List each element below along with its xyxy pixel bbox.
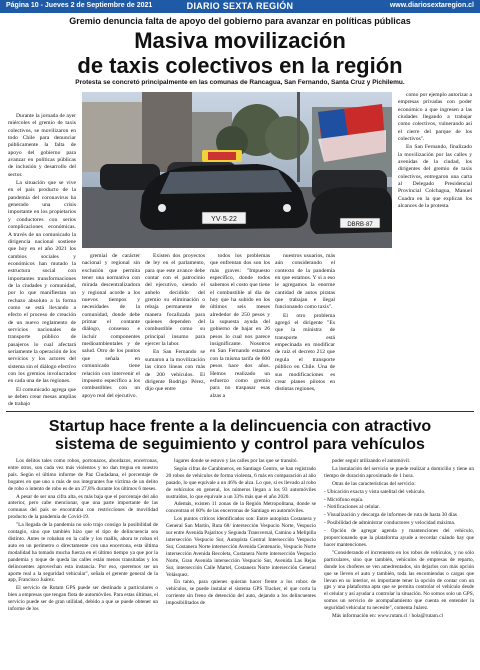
paragraph: El comunicado agrega que se deben crear mesas amplias de trabajo <box>8 386 76 408</box>
article1-column-4 <box>210 253 270 401</box>
article2-headline-line2: sistema de seguimiento y control para vehículos <box>55 436 425 453</box>
paragraph: En San Fernando se sumaron a la movilización las cinco líneas con más de 200 vehículos. El dirigente Rodrigo Pérez, dijo que entre <box>145 349 205 393</box>
article1-column-left <box>8 113 76 410</box>
paragraph: como por ejemplo autorizar a empresas privadas con poder económico a que ingresen a las ciudades llegando a trabajar como colectivos, vulnerando así el cierre del parque de los colectivos". <box>398 92 472 143</box>
paragraph: "La llegada de la pandemia no solo trajo consigo la posibilidad de contagio, sino que también hizo que el tipo de delincuencia sea distinto. Antes te robaban en la calle y los mallls, ahora te roban el auto en un perímetro o directamente con una encerrona, esta última modalidad ha tomado mucha fuerza en el último tiempo ya que por la pandemia y toque de queda las calles están menos transitadas y los delincuentes aprovechan esta instancia. Por eso, queremos ser un aporte real a la seguridad vehicular", señala el gerente general de la app, Francisco Juárez. <box>8 522 158 584</box>
paragraph: Existen dos proyectos de ley en el parlamento, para que este avance debe contar con el patrocinio del ejecutivo, siendo el anhelo decidido del gremio su eliminación o rebaja permanente de manera focalizada para quienes dependen del combustible como su principal insumo para ejercer la labor. <box>145 253 205 348</box>
paragraph: nuestros usuarios, más aún considerando el contexto de la pandemia en que estamos. Y si a eso le agregamos la enorme cantidad de autos piratas que trabajan e ilegal funcionando como taxis". <box>275 253 335 311</box>
paragraph: El otro problema agregó el dirigente "Es que la ministra de transporte está empecinada en modificar de raíz el decreto 212 que regula el transporte público en Chile. Una de sus modificaciones es crear planes pilotos en distintas regiones, <box>275 312 335 393</box>
paragraph: El servicio de Rutam GPS puede ser destinado a particulares o bien a empresas que tengan flota de automóviles. Para estas últimas, el servicio puede ser de gran utilidad, debido a que se puede obtener un informe de los <box>8 585 158 613</box>
taxi-protest-photo <box>82 92 392 248</box>
newspaper-brand: DIARIO SEXTA REGIÓN <box>186 1 294 11</box>
article1-column-3 <box>145 253 205 395</box>
list-item: - Opción de agregar agenda y mantenciones del vehículo, proporcionando que la plataforma ayude a recordar cuándo hay que hacer mantenciones. <box>324 528 474 548</box>
paragraph: Además, existen 11 zonas de la Región Metropolitana, donde se concentran el 60% de las encerronas de Santiago en automóviles. <box>166 501 316 515</box>
plate-front: YV·5·22 <box>211 216 237 223</box>
page-header <box>0 0 480 13</box>
paragraph: Otras de las características del servicio: <box>332 480 416 487</box>
article1-column-5 <box>275 253 335 395</box>
list-item: - Posibilidad de administrar conductores y velocidad máxima. <box>324 520 456 527</box>
list-item: - Micrófono espía. <box>324 496 364 503</box>
article2-column-2 <box>166 458 316 608</box>
paragraph: En San Fernando, finalizado la movilización por las calles y avenidas de la ciudad, los dirigentes del gremio de taxis colectivos, entregaron una carta al Delegado Presidencial Provincial Colchagua, Manuel Cuadra en la que explican los alcances de la protesta. <box>398 144 472 210</box>
article2-headline-line1: Startup hace frente a la delincuencia con atractivo <box>48 418 432 435</box>
list-item: - Ubicación exacta y vista satelital del vehículo. <box>324 488 426 495</box>
article1-column-right <box>398 92 472 212</box>
article1-headline-line1: Masiva movilización <box>134 28 346 53</box>
paragraph: Según cifras de Carabineros, en Santiago Centro, se han registrado 20 robos de vehículos de forma violenta, 6 más en comparación al año pasado, lo que equivale a un 46% de alza. Lo que, si es llevado al robo de vehículos en general, los números llegan a los 93 automóviles sustraídos, lo que equivale a un 33% más que el año 2020. <box>166 465 316 500</box>
article1-column-2 <box>82 253 140 401</box>
list-item: - Visualización y descarga de informes de ruta de hasta 30 días <box>324 512 457 519</box>
plate-right: DBRB·87 <box>347 222 373 228</box>
website-link[interactable]: www.diariosextaregion.cl <box>389 2 474 9</box>
article2-column-3 <box>324 458 474 621</box>
article1-headline-line2: de taxis colectivos en la región <box>77 53 403 78</box>
article1-kicker: Gremio denuncia falta de apoyo del gobierno para avanzar en políticas públicas <box>69 16 411 26</box>
paragraph: La instalación del servicio se puede realizar a domicilio y tiene un tiempo de duración aproximado de 1 hora. <box>324 465 474 479</box>
paragraph: Los puntos críticos identificados son: Entre autopista Costanera y General San Martín, Ruta 68/ intersección Vespucio Norte, Vespucio sur entre Avenida Pajaritos y Segunda Transversal, Camino a Melipilla intersección Vespucio Sur, Autopista Central Intersección Vespucio Sur, Costanera Norte intersección Avenida Centenario, Vespucio Norte intersección Avenida Recoleta, Costanera Norte intersección Vespucio Norte, Gran Avenida intersección Vespucio Sur, Avenida Las Rejas Sur, intersección Calle Martel, Costanera Norte intersección General Velásquez. <box>166 516 316 578</box>
paragraph: poder seguir utilizando el automóvil. <box>332 458 411 464</box>
article2-column-1 <box>8 458 158 614</box>
page-date: Página 10 - Jueves 2 de Septiembre de 2021 <box>6 2 153 9</box>
taxi-protest-image <box>82 92 392 248</box>
paragraph: Durante la jornada de ayer miércoles el gremio de taxis colectivos, se movilizaron en todo Chile para denunciar públicamente la falta de apoyo del gobierno para avanzar en políticas públicas de inclusión y desarrollo del sector. <box>8 113 76 178</box>
article1-lede: Protesta se concretó principalmente en las comunas de Rancagua, San Fernando, Santa Cruz y Pichilemu. <box>75 79 405 86</box>
paragraph: "Considerando el incremento en los robos de vehículos, y no sólo particulares, sino que también, vehículos de empresas de reparto, donde los choferes se ven amedrentados, sin dejarlos con más opción que se lleven el auto y también, toda las encomiendas o cargas que llevan en su interior, es importante tener la opción de contar con un gps y una plataforma apta que se permita controlar el vehículo desde el celular y así ayudar a controlar la situación. No somos solo un GPS, somos un servicio de acompañamiento que cuenta en entender la seguridad vehicular tu necesite", comenta Juárez. <box>324 549 474 612</box>
paragraph: A pesar de ser una cifra alta, es más baja que el porcentaje del año anterior, pero cabe mencionar, que una parte importante de las comunas del país se encontraba con restricciones de movilidad producto de la pandemia de Covid-19. <box>8 493 158 521</box>
paragraph: En tanto, para quienes quieran hacer frente a los robos de vehículos, se puede instalar el sistema GPS Tracker, el que corta la corriente sin freno de detención del auto, dejando a los delincuentes imposibilitados de <box>166 579 316 607</box>
paragraph: gremial de carácter nacional y regional sin exclusión que permita tener una normativa con mirada descentralizadora y regional acorde a los nuevos tiempos y necesidades de la comunidad, donde debe primar el contante diálogo, consenso e incluir componentes medioambientales y de salud. Otro de los puntos que señala en comunicado tiene relación con intervenir el impuesto específico a los combustibles con un apoyo real del ejecutivo. <box>82 253 140 399</box>
paragraph: Los delitos tales como robos, portonazos, abordazos, encerronas, entre otros, son cada vez más violentos y no dan tregua en nuestro país. Según el último informe de Paz Ciudadana, el porcentaje de hogares en que uno o más de sus integrantes fue víctima de un delito de robo o intento de robo es de un 27,8% durante los últimos 6 meses. <box>8 458 158 492</box>
paragraph: todos los problemas que enfrentan dos son los más graves: "Impuesto específico, donde todos sabemos el costo que tiene el combustible al día de hoy que ha subido en los últimos seis meses alrededor de 250 pesos y la supuesta ayuda del gobierno de bajar en 26 pesos lo cual nos parece insignificante. Nosotros en San Fernando estamos con la misma tarifa de 600 pesos hace dos años. Hemos realizado un esfuerzo como gremio para no traspasar esas alzas a <box>210 253 270 399</box>
contact-info[interactable]: Más información en: www.rutam.cl / hola@rutam.cl <box>332 613 444 620</box>
paragraph: lugares donde se estuvo y las calles por las que se transitó. <box>174 458 298 464</box>
list-item: - Notificaciones al celular. <box>324 504 380 511</box>
paragraph: La situación que se vive en el país producto de la pandemia del coronavirus ha generado una crisis importante en los propietarios y conductores con serios complicaciones económicas. A través de un comunicado la dirigencia nacional sostiene que hoy en el año 2021 los cambios sociales y económicos han mutado la estructura social con importantes transformaciones de la ciudades y comunidad, por lo que manifiestan un rechazo absoluto a la forma como se está llevando a efecto el proceso de creación de un nuevo reglamento de servicios nacionales de transporte público de pasajeros lo cual afectará seriamente la operación de los servicios y los actores del sistema sin el diálogo efectivo con los gremios involucrados en cada una de las regiones. <box>8 180 76 385</box>
section-divider <box>6 411 474 412</box>
